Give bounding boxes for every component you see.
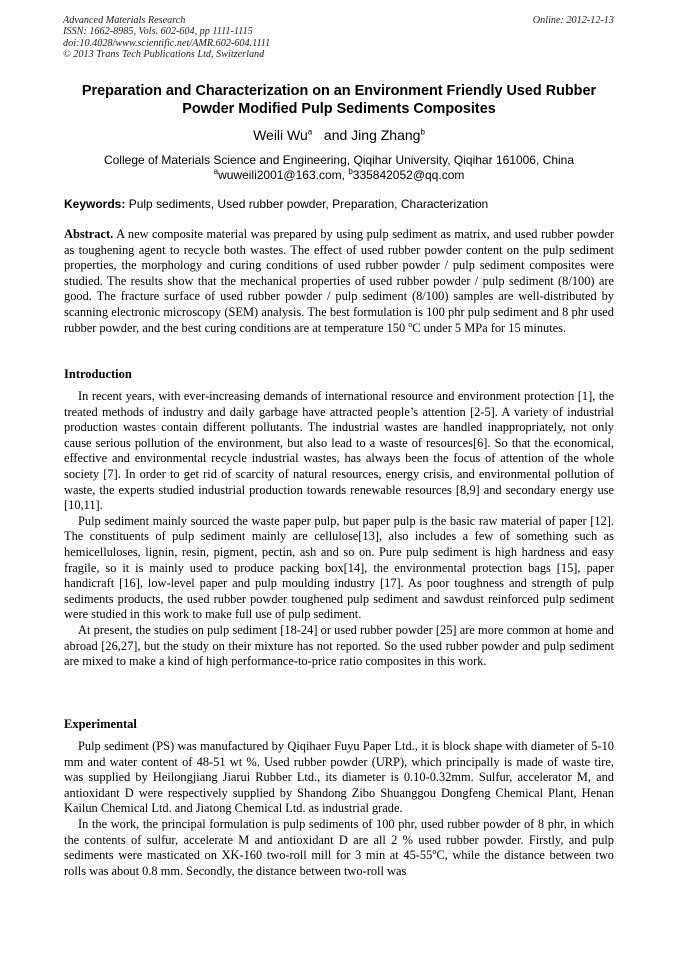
journal-header — [63, 15, 270, 61]
keywords — [64, 197, 616, 212]
author-name: Weili Wu — [253, 127, 308, 143]
abstract-label: Abstract. — [64, 227, 114, 241]
journal-name: Advanced Materials Research — [63, 15, 186, 26]
experimental-body — [64, 739, 614, 879]
email-superscript: a — [213, 167, 219, 176]
online-date: Online: 2012-12-13 — [532, 15, 614, 26]
paragraph: Pulp sediment (PS) was manufactured by Qiqihaer Fuyu Paper Ltd., it is block shape with diameter of 5-10 mm and water content of 48-51 wt %. Used rubber powder (URP), which principally is made of waste tire, was supplied by Heilongjiang Jiarui Rubber Ltd., its diameter is 0.10-0.32mm. Sulfur, accelerator M, and antioxidant D were respectively supplied by Shandong Zibo Shuanggou Dongfeng Chemical Plant, Henan Kailun Chemical Ltd. and Jiatong Chemical Ltd. as industrial grade. — [64, 739, 614, 816]
journal-copyright: © 2013 Trans Tech Publications Ltd, Switzerland — [63, 49, 265, 61]
paragraph-text-end: C, while the distance between two rolls was about 0.8 mm. Secondly, the distance between two-roll was — [64, 848, 615, 878]
introduction-body — [64, 389, 614, 670]
journal-issn: ISSN: 1662-8985, Vols. 602-604, pp 1111-1115 — [63, 26, 253, 38]
affiliation — [60, 153, 618, 183]
paragraph: Pulp sediment mainly sourced the waste paper pulp, but paper pulp is the basic raw material of paper [12]. The constituents of pulp sediment mainly are cellulose[13], also includes a few of something such as hemicelluloses, lignin, resin, pigment, pectin, ash and so on. Pure pulp sediment is high hardness and easy fragile, so it is mainly used to produce packing box[14], the environmental protection bags [15], paper handicraft [16], low-level paper and pulp moulding industry [17]. As poor toughness and strength of pulp sediments products, the used rubber powder toughened pulp sediment and sawdust reinforced pulp sediment were studied in this work to make full use of pulp sediment. — [64, 513, 614, 622]
affiliation-emails — [60, 168, 618, 183]
journal-doi: doi:10.4028/www.scientific.net/AMR.602-604.1111 — [63, 37, 271, 49]
abstract-text: A new composite material was prepared by using pulp sediment as matrix, and used rubber powder as toughening agent to recycle both wastes. The effect of used rubber powder content on the pulp sediment properties, the morphology and curing conditions of used rubber powder / pulp sediment composites were studied. The results show that the mechanical properties of used rubber powder / pulp sediment (8/100) are good. The fracture surface of used rubber powder / pulp sediment (8/100) samples are well-distributed by scanning electronic microscopy (SEM) analysis. The best formulation is 100 phr pulp sediment and 8 phr used rubber powder, and the best curing conditions are at temperature 150 — [64, 227, 614, 335]
paper-title: Preparation and Characterization on an Environment Friendly Used Rubber Powder Modified Pulp Sediments Composites — [81, 83, 597, 117]
section-heading-introduction: Introduction — [64, 367, 132, 381]
degree-superscript: o — [432, 847, 437, 857]
degree-superscript: o — [408, 319, 413, 329]
keywords-label: Keywords: — [64, 197, 126, 211]
paragraph-text: In the work, the principal formulation is pulp sediments of 100 phr, used rubber powder of 8 phr, in which the contents of sulfur, accelerate M and antioxidant D are all 2 % used rubber powder. Firstly, and pulp sediments were masticated on XK-160 two-roll mill for 3 min at 45-55 — [64, 816, 614, 863]
abstract — [64, 227, 614, 336]
author-line — [60, 126, 618, 144]
paragraph: At present, the studies on pulp sediment [18-24] or used rubber powder [25] are more common at home and abroad [26,27], but the study on their mixture has not reported. So the used rubber powder and pulp sediment are mixed to make a kind of high performance-to-price ratio composites in this work. — [64, 622, 614, 669]
section-heading-experimental: Experimental — [64, 717, 137, 731]
email-address: 335842052@qq.com — [352, 168, 465, 182]
author-name: and Jing Zhang — [323, 127, 421, 143]
email-superscript: b — [348, 167, 353, 176]
abstract-text-end: C under 5 MPa for 15 minutes. — [412, 320, 567, 335]
author-superscript: a — [307, 127, 313, 137]
paragraph: In recent years, with ever-increasing demands of international resource and environment protection [1], the treated methods of industry and daily garbage have attracted people’s attention [2-5]. A variety of industrial production wastes contain different pollutants. The industrial wastes are handled inappropriately, not only cause serious pollution of the environment, but also lead to a waste of resources[6]. So that the economical, effective and environmental recycle industrial wastes, has always been the focus of attention of the whole society [7]. In order to get rid of scarcity of natural resources, energy crisis, and environmental pollution of waste, the experts studied industrial production towards renewable resources [8,9] and secondary energy use [10,11]. — [64, 389, 614, 513]
paragraph — [64, 817, 614, 879]
author-superscript: b — [420, 127, 425, 137]
affiliation-institution: College of Materials Science and Engineering, Qiqihar University, Qiqihar 161006, China — [103, 153, 575, 167]
keywords-text: Pulp sediments, Used rubber powder, Preparation, Characterization — [128, 197, 489, 211]
email-address: wuweili2001@163.com, — [218, 168, 349, 182]
